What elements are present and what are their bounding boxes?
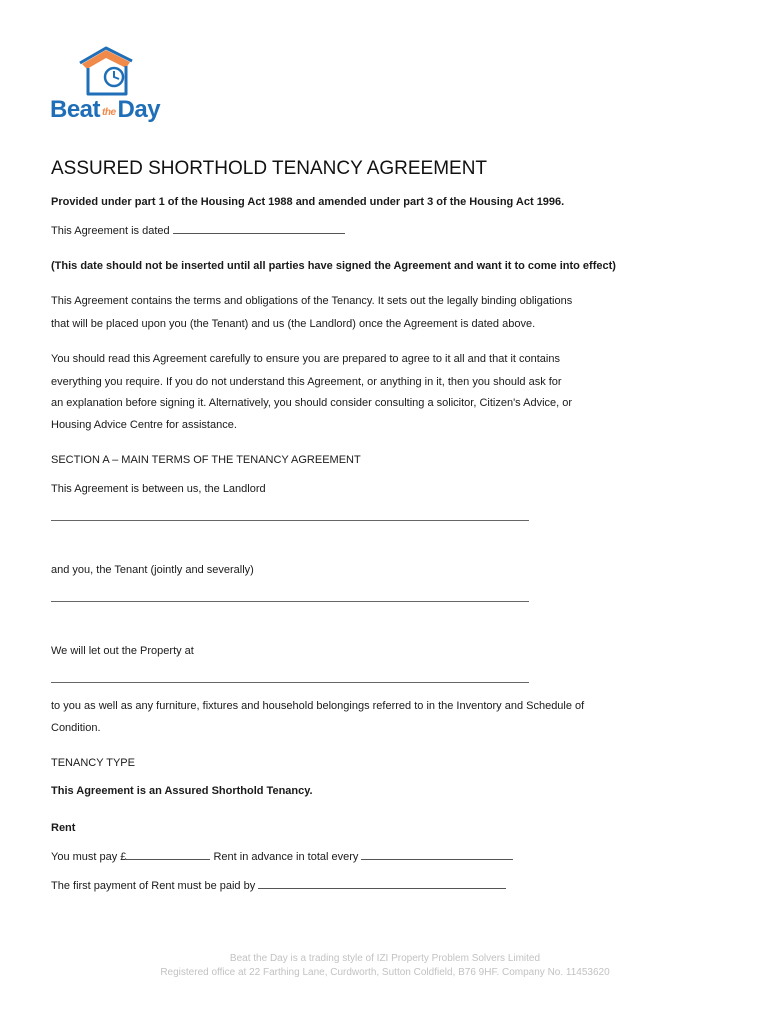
- page-title: ASSURED SHORTHOLD TENANCY AGREEMENT: [51, 158, 488, 179]
- tenant-label: and you, the Tenant (jointly and severally): [51, 564, 254, 576]
- paragraph-1-line-2: that will be placed upon you (the Tenant) and us (the Landlord) once the Agreement is dated above.: [51, 318, 536, 330]
- rent-heading: Rent: [51, 822, 76, 834]
- tenancy-type-text: This Agreement is an Assured Shorthold Tenancy.: [51, 785, 313, 797]
- first-payment-date-field[interactable]: [258, 878, 506, 889]
- house-clock-icon: [76, 44, 138, 100]
- property-label: We will let out the Property at: [51, 645, 194, 657]
- beat-the-day-logo: [50, 44, 165, 128]
- date-note: (This date should not be inserted until all parties have signed the Agreement and want it to come into effect): [51, 260, 616, 272]
- paragraph-2-line-4: Housing Advice Centre for assistance.: [51, 419, 237, 431]
- rent-pay-line: [51, 849, 513, 864]
- landlord-label: This Agreement is between us, the Landlord: [51, 483, 266, 495]
- property-address-line[interactable]: [51, 682, 529, 683]
- footer-line-2: Registered office at 22 Farthing Lane, Curdworth, Sutton Coldfield, B76 9HF. Company No. 11453620: [160, 967, 610, 978]
- dated-label: This Agreement is dated: [51, 225, 170, 237]
- logo-wordmark: Beat theDay: [50, 96, 161, 123]
- first-payment-line: [51, 878, 506, 893]
- rent-pay-label: You must pay £: [51, 851, 127, 863]
- paragraph-2-line-3: an explanation before signing it. Alternatively, you should consider consulting a solicitor, Citizen's Advice, or: [51, 397, 573, 409]
- paragraph-2-line-1: You should read this Agreement carefully to ensure you are prepared to agree to it all and that it contains: [51, 353, 560, 365]
- tenant-name-line[interactable]: [51, 601, 529, 602]
- rent-amount-field[interactable]: [126, 849, 210, 860]
- dated-line: [51, 223, 345, 238]
- rent-period-field[interactable]: [361, 849, 513, 860]
- first-payment-label: The first payment of Rent must be paid by: [51, 880, 256, 892]
- provided-under-text: Provided under part 1 of the Housing Act 1988 and amended under part 3 of the Housing Act 1996.: [51, 196, 565, 208]
- paragraph-2-line-2: everything you require. If you do not understand this Agreement, or anything in it, then you should ask for: [51, 376, 562, 388]
- footer-line-1: Beat the Day is a trading style of IZI Property Problem Solvers Limited: [229, 953, 541, 964]
- furniture-line-2: Condition.: [51, 722, 101, 734]
- landlord-name-line[interactable]: [51, 520, 529, 521]
- tenancy-type-heading: TENANCY TYPE: [51, 757, 135, 769]
- paragraph-1-line-1: This Agreement contains the terms and obligations of the Tenancy. It sets out the legally binding obligations: [51, 295, 573, 307]
- section-a-heading: SECTION A – MAIN TERMS OF THE TENANCY AGREEMENT: [51, 454, 361, 466]
- furniture-line-1: to you as well as any furniture, fixtures and household belongings referred to in the Inventory and Schedule of: [51, 700, 585, 712]
- rent-frequency-label: Rent in advance in total every: [213, 851, 359, 863]
- date-blank-field[interactable]: [173, 223, 345, 234]
